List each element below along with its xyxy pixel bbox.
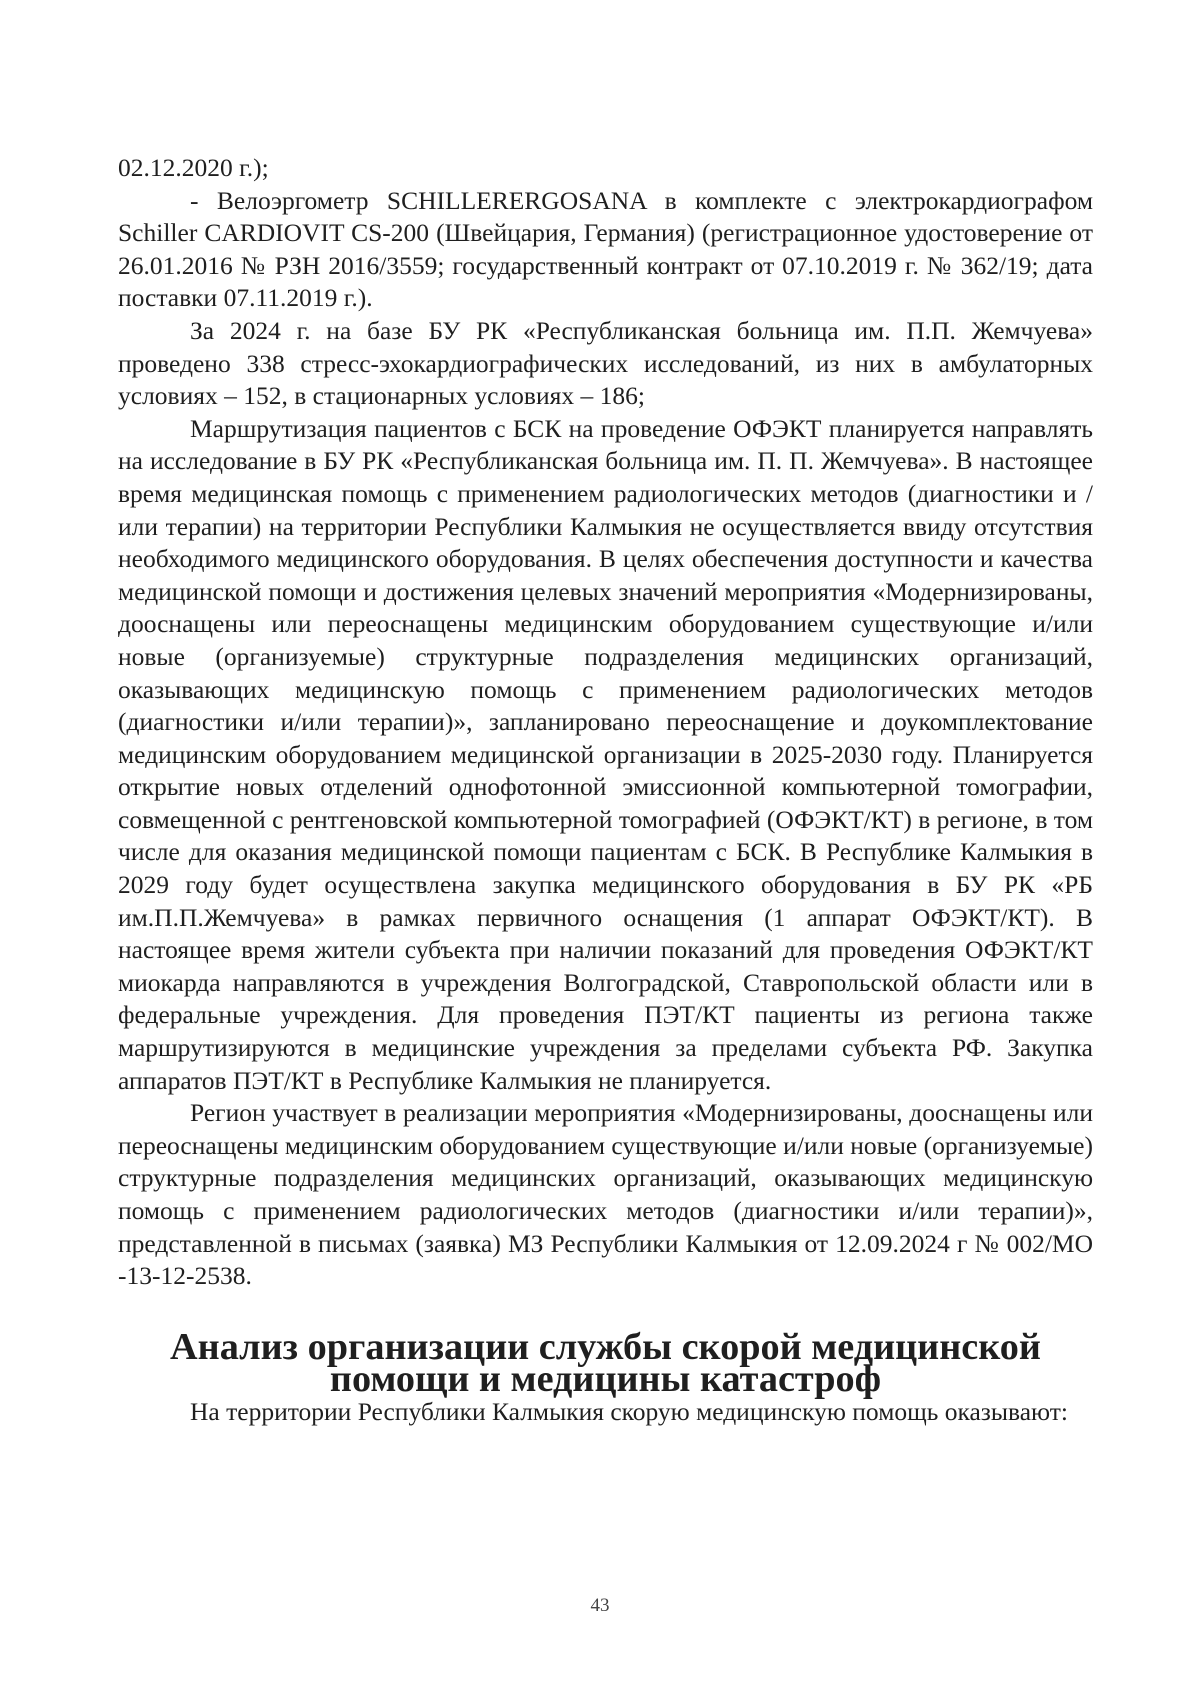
paragraph-stress-echo-2024: За 2024 г. на базе БУ РК «Республиканская больница им. П.П. Жемчуева» проведено 338 стресс-эхокардиографических исследований, из них в амбулаторных условиях – 152, в стационарных условиях – 186; [118,315,1093,411]
document-page [118,152,1093,1429]
paragraph-ofekt-routing: Маршрутизация пациентов с БСК на проведение ОФЭКТ планируется направлять на исследование в БУ РК «Республиканская больница им. П. П. Жемчуева». В настоящее время медицинская помощь с применением радиологических методов (диагностики и /или терапии) на территории Республики Калмыкия не осуществляется ввиду отсутствия необходимого медицинского оборудования. В целях обеспечения доступности и качества медицинской помощи и достижения целевых значений мероприятия «Модернизированы, дооснащены или переоснащены медицинским оборудованием существующие и/или новые (организуемые) структурные подразделения медицинских организаций, оказывающих медицинскую помощь с применением радиологических методов (диагностики и/или терапии)», запланировано переоснащение и доукомплектование медицинским оборудованием медицинской организации в 2025-2030 году. Планируется открытие новых отделений однофотонной эмиссионной компьютерной томографии, совмещенной с рентгеновской компьютерной томографией (ОФЭКТ/КТ) в регионе, в том числе для оказания медицинской помощи пациентам с БСК. В Республике Калмыкия в 2029 году будет осуществлена закупка медицинского оборудования в БУ РК «РБ им.П.П.Жемчуева» в рамках первичного оснащения (1 аппарат ОФЭКТ/КТ). В настоящее время жители субъекта при наличии показаний для проведения ОФЭКТ/КТ миокарда направляются в учреждения Волгоградской, Ставропольской области или в федеральные учреждения. Для проведения ПЭТ/КТ пациенты из региона также маршрутизируются в медицинские учреждения за пределами субъекта РФ. Закупка аппаратов ПЭТ/КТ в Республике Калмыкия не планируется. [118,413,1093,1095]
paragraph-veloergometer-item: - Велоэргометр SCHILLERERGOSANA в комплекте с электрокардиографом Schiller CARDIOVIT CS-200 (Швейцария, Германия) (регистрационное удостоверение от 26.01.2016 № РЗН 2016/3559; государственный контракт от 07.10.2019 г. № 362/19; дата поставки 07.11.2019 г.). [118,185,1093,313]
page-number: 43 [590,1595,610,1616]
paragraph-emergency-providers: На территории Республики Калмыкия скорую медицинскую помощь оказывают: [190,1396,1068,1426]
paragraph-region-participation: Регион участвует в реализации мероприятия «Модернизированы, дооснащены или переоснащены медицинским оборудованием существующие и/или новые (организуемые) структурные подразделения медицинских организаций, оказывающих медицинскую помощь с применением радиологических методов (диагностики и/или терапии)», представленной в письмах (заявка) МЗ Республики Калмыкия от 12.09.2024 г № 002/МО -13-12-2538. [118,1098,1093,1291]
paragraph-date-continuation: 02.12.2020 г.); [118,153,269,182]
section-heading-emergency-care: Анализ организации службы скорой медицинской помощи и медицины катастроф [170,1325,1041,1401]
